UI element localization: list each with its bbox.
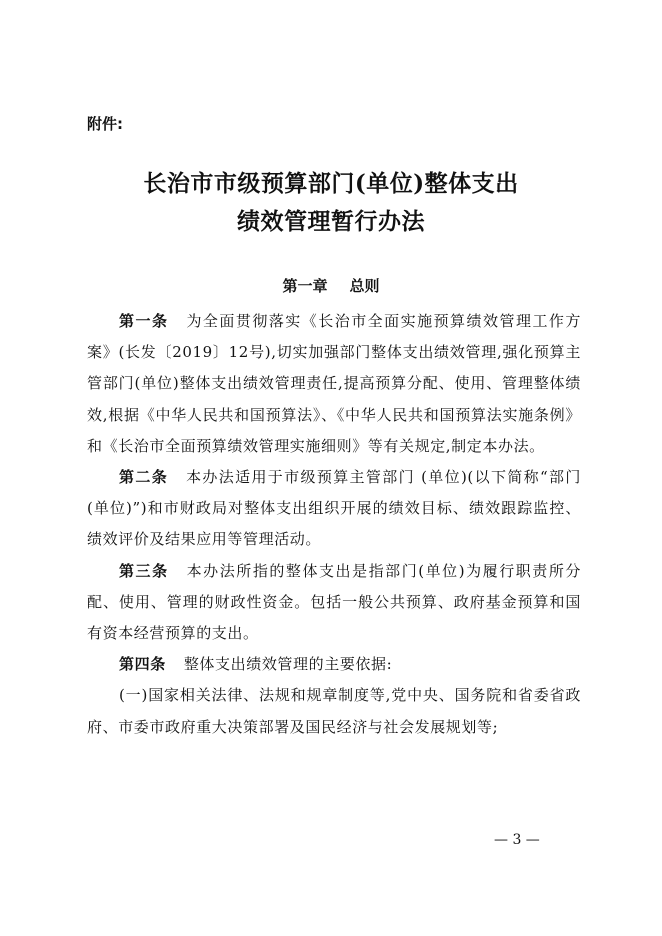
article-text: 整体支出绩效管理的主要依据: bbox=[183, 655, 393, 674]
article-2 bbox=[87, 462, 581, 556]
article-label: 第三条 bbox=[119, 561, 169, 580]
article-4 bbox=[87, 649, 581, 680]
list-item: (一)国家相关法律、法规和规章制度等,党中央、国务院和省委省政府、市委市政府重大决策部署及国民经济与社会发展规划等; bbox=[87, 686, 581, 736]
article-label: 第二条 bbox=[119, 468, 169, 487]
article-1 bbox=[87, 306, 581, 462]
chapter-name: 总则 bbox=[349, 277, 380, 295]
document-title-line-2: 绩效管理暂行办法 bbox=[237, 208, 425, 235]
page-number: — 3 — bbox=[494, 832, 540, 848]
chapter-number: 第一章 bbox=[282, 277, 328, 295]
document-body bbox=[87, 306, 581, 743]
article-3 bbox=[87, 556, 581, 650]
attachment-label: 附件: bbox=[87, 115, 123, 133]
article-text: 本办法所指的整体支出是指部门(单位)为履行职责所分配、使用、管理的财政性资金。包括一般公共预算、政府基金预算和国有资本经营预算的支出。 bbox=[87, 561, 581, 643]
article-text: 为全面贯彻落实《长治市全面实施预算绩效管理工作方案》(长发〔2019〕12号),切实加强部门整体支出绩效管理,强化预算主管部门(单位)整体支出绩效管理责任,提高预算分配、使用、管理整体绩效,根据《中华人民共和国预算法》、《中华人民共和国预算法实施条例》和《长治市全面预算绩效管理实施细则》等有关规定,制定本办法。 bbox=[87, 312, 581, 455]
chapter-heading bbox=[0, 275, 662, 296]
article-label: 第一条 bbox=[119, 312, 169, 330]
article-label: 第四条 bbox=[119, 655, 166, 674]
article-text: 本办法适用于市级预算主管部门 (单位)(以下简称“部门(单位)”)和市财政局对整体支出组织开展的绩效目标、绩效跟踪监控、绩效评价及结果应用等管理活动。 bbox=[87, 468, 581, 549]
document-title-line-1: 长治市市级预算部门(单位)整体支出 bbox=[143, 170, 519, 197]
